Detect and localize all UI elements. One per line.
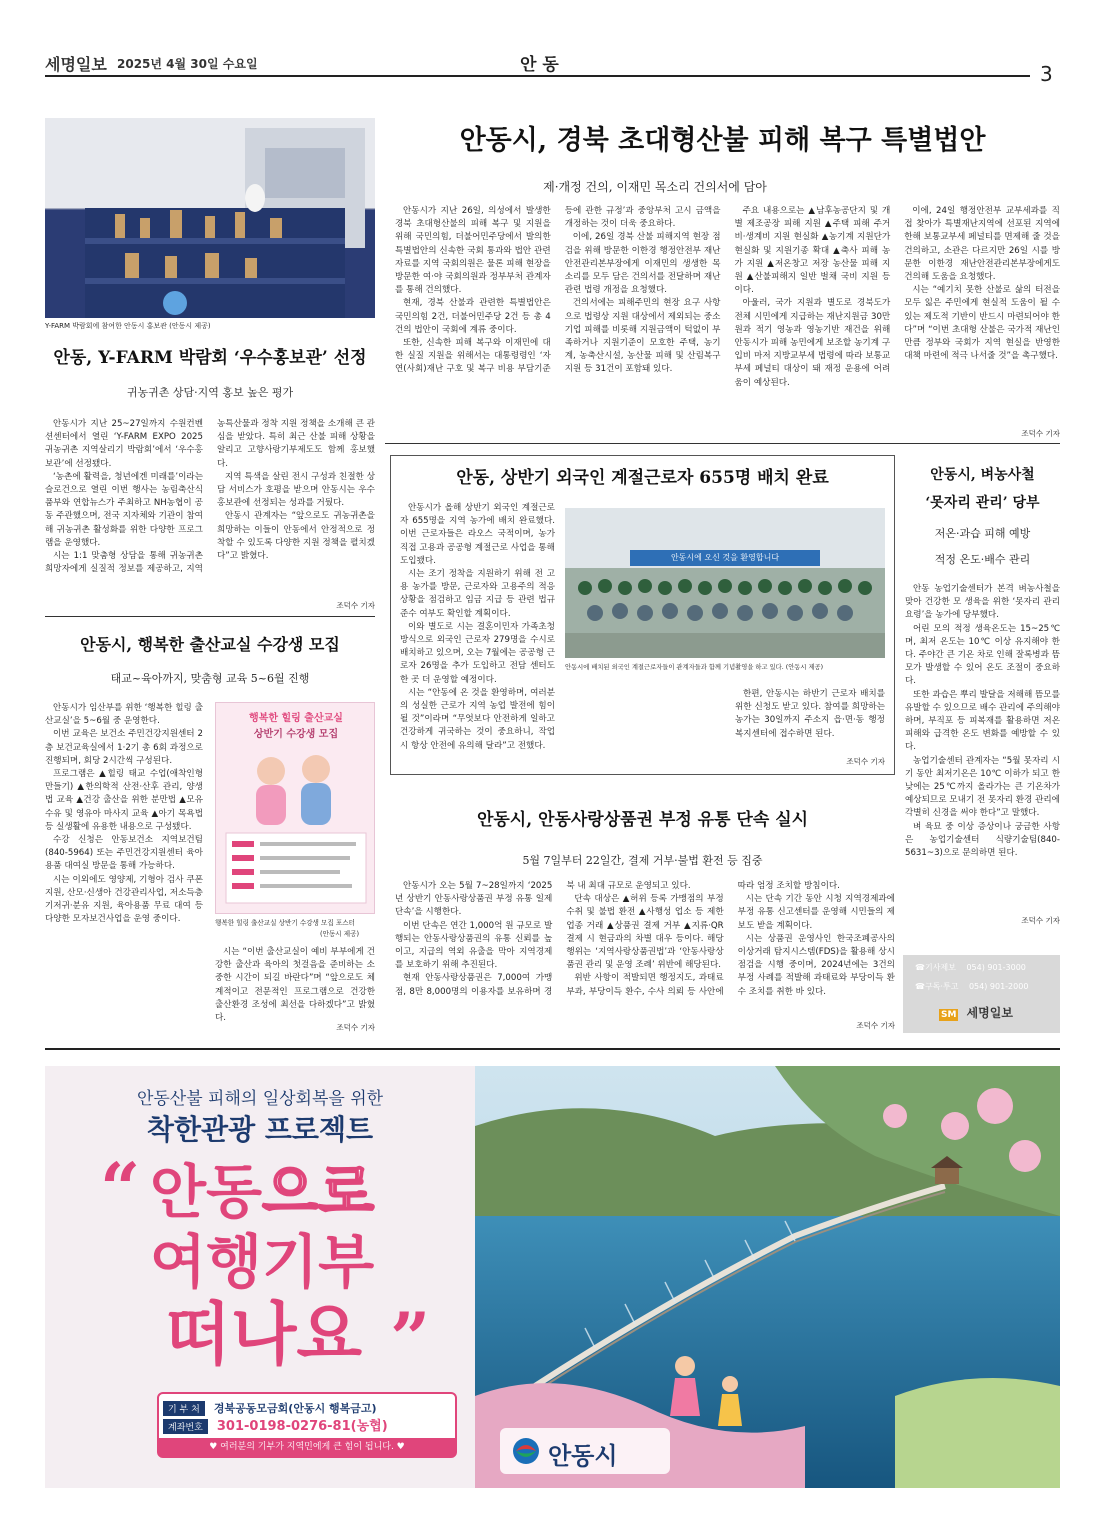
rice-paragraph: 농업기술센터 관계자는 “5월 못자리 시기 동안 최저기온은 10℃ 이하가 되고 한낮에는 25℃까지 올라가는 큰 기온차가 예상되므로 모내기 전 못자리 환경 관리에 각별히 신경을 써야 한다”고 말했다. xyxy=(905,755,1060,819)
rice-byline: 조덕수 기자 xyxy=(1021,916,1060,925)
logo-text: 세명일보 xyxy=(966,1006,1013,1020)
ad-donation-value: 경북공동모금회(안동시 행복금고) xyxy=(213,1402,377,1415)
rice-subhead-1: 저온·과습 피해 예방 xyxy=(934,527,1031,540)
yfarm-byline: 조덕수 기자 xyxy=(336,601,375,610)
andong-city-emblem-icon xyxy=(512,1437,540,1465)
section-name: 안 동 xyxy=(520,55,559,75)
poster-title-2: 상반기 수강생 모집 xyxy=(253,729,339,740)
voucher-paragraph: 시는 단속 기간 동안 시청 지역경제과에 부정 유통 신고센터를 운영해 시민들의 제보도 받을 계획이다. xyxy=(737,894,895,931)
ad-divider xyxy=(45,1048,1060,1050)
maternity-paragraph: 시는 이외에도 영양제, 기형아 검사 쿠폰 지원, 산모·신생아 건강관리사업, 저소득층 기저귀·분유 지원, 육아용품 무료 대여 등 다양한 모자보건사업을 운영 중이다. xyxy=(45,874,203,925)
yfarm-photo xyxy=(45,118,375,318)
rice-body xyxy=(905,583,1060,911)
maternity-paragraph: 시는 “이번 출산교실이 예비 부부에게 건강한 출산과 육아의 첫걸음을 준비하는 소중한 시간이 되길 바란다”며 “앞으로도 체계적이고 전문적인 프로그램으로 건강한 출산환경 조성에 최선을 다하겠다”고 밝혔다. xyxy=(215,947,375,1024)
yfarm-subhead: 귀농귀촌 상담·지역 홍보 높은 평가 xyxy=(126,386,294,399)
ad-city-logo-text: 안동시 xyxy=(548,1442,618,1470)
ad-donation-row xyxy=(163,1397,377,1416)
rice-subhead-2: 적정 온도·배수 관리 xyxy=(934,553,1031,566)
ad-account-value: 301-0198-0276-81(농협) xyxy=(216,1419,388,1434)
rice-paragraph: 벼 육묘 중 이상 증상이나 궁금한 사항은 농업기술센터 식량기술팀(840-5631~3)으로 문의하면 된다. xyxy=(905,821,1060,859)
poster-title-1: 행복한 힐링 출산교실 xyxy=(249,713,343,724)
maternity-subhead: 태교~육아까지, 맞춤형 교육 5~6월 진행 xyxy=(110,672,310,685)
wildfire-paragraph: 이에, 24일 행정안전부 교부세과를 직접 찾아가 특별재난지역에 선포된 지역에 한해 보통교부세 페널티를 면제해 줄 것을 건의하고, 소관은 다르지만 26일 시를 방문한 이한경 재난안전관리본부장에게도 건의해 도움을 요청했다. xyxy=(904,206,1060,283)
wildfire-paragraph: 또한, 신속한 피해 복구와 이재민에 대한 실질 지원을 위해서는 대통령령인 ‘자연(사회)재난 구호 및 복구 비용 부담기준 등에 관한 규정’과 중앙부처 고시 금액을 개정하는 것이 더욱 중요하다. xyxy=(395,206,721,375)
maternity-byline: 조덕수 기자 xyxy=(336,1023,375,1032)
maternity-body-right xyxy=(215,946,375,1030)
ad-project: 착한관광 프로젝트 xyxy=(146,1113,374,1146)
voucher-body xyxy=(395,880,895,1030)
voucher-byline: 조덕수 기자 xyxy=(856,1021,895,1030)
voucher-paragraph: 이번 단속은 연간 1,000억 원 규모로 발행되는 안동사랑상품권의 유통 신뢰를 높이고, 지급의 역외 유출을 막아 지역경제를 보호하기 위해 추진된다. xyxy=(395,920,553,971)
page-number: 3 xyxy=(1040,62,1053,86)
ad-quote-line-1 xyxy=(150,1158,374,1226)
workers-body-right xyxy=(735,688,885,754)
wildfire-divider xyxy=(385,443,1060,444)
issue-date: 2025년 4월 30일 수요일 xyxy=(117,57,258,71)
yfarm-paragraph: ‘농촌에 활력을, 청년에겐 미래를’이라는 슬로건으로 열린 이번 행사는 농림축산식품부와 연합뉴스가 주최하고 NH농협이 공동 주관했으며, 전국 지자체와 기관이 참여해 귀농귀촌 활성화를 위한 다양한 프로그램을 운영했다. xyxy=(45,471,203,548)
workers-group-illustration xyxy=(565,508,885,658)
maternity-paragraph: 이번 교육은 보건소 주민건강지원센터 2층 보건교육실에서 1·2기 총 6회 과정으로 진행되며, 회당 2시간씩 구성된다. xyxy=(45,729,203,766)
ad-quote-line-3: 떠나요 xyxy=(165,1296,363,1375)
yfarm-headline: 안동, Y-FARM 박람회 ‘우수홍보관’ 선정 xyxy=(53,348,367,368)
paper-name: 세명일보 xyxy=(45,55,107,74)
ad-account-label: 계좌번호 xyxy=(163,1419,208,1434)
masthead-rule xyxy=(45,75,1030,77)
ad-tagline: 안동산불 피해의 일상회복을 위한 xyxy=(136,1089,384,1109)
yfarm-paragraph: 안동시 관계자는 “앞으로도 귀농귀촌을 희망하는 이들이 안동에서 안정적으로 정착할 수 있도록 다양한 지원 정책을 펼치겠다”고 밝혔다. xyxy=(217,511,375,562)
ad-open-quote: “ xyxy=(100,1147,141,1230)
ad-quote-euro: 으로 xyxy=(262,1158,375,1226)
rice-headline-1: 안동시, 벼농사철 xyxy=(930,467,1035,483)
rice-paragraph: 어린 모의 적정 생육온도는 15~25℃며, 최저 온도는 10℃ 이상 유지해야 한다. 주야간 큰 기온 차로 인해 잘록병과 뜸모가 발생할 수 있어 온도 조절이 중요하다. xyxy=(905,623,1060,687)
workers-paragraph: 시는 조기 정착을 지원하기 위해 전 고용 농가를 방문, 근로자와 고용주의 적응 상황을 점검하고 임금 지급 등 관련 법규 준수 여부도 확인할 계획이다. xyxy=(400,569,555,619)
yfarm-paragraph: 시는 1:1 맞춤형 상담을 통해 귀농귀촌 희망자에게 실질적 정보를 제공하고, 지역 농특산물과 정착 지원 정책을 소개해 큰 관심을 받았다. 특히 최근 산불 피해 상황을 알리고 고향사랑기부제도도 함께 홍보했다. xyxy=(45,419,375,575)
workers-body-left xyxy=(400,502,555,767)
workers-photo-banner: 안동시에 오신 것을 환영합니다 xyxy=(670,553,780,562)
poster-illustration xyxy=(216,741,375,914)
yfarm-paragraph: 안동시가 지난 25~27일까지 수원컨벤션센터에서 열린 ‘Y-FARM EXPO 2025 귀농귀촌 지역살리기 박람회’에서 ‘우수홍보관’에 선정됐다. xyxy=(45,419,203,469)
voucher-paragraph: 안동시가 오는 5월 7~28일까지 ‘2025년 상반기 안동사랑상품권 부정 유통 일제 단속’을 시행한다. xyxy=(395,881,553,918)
wildfire-paragraph: 주요 내용으로는 ▲남후농공단지 및 개별 제조공장 피해 지원 ▲주택 피해 주거비·생계비 지원 현실화 ▲농기계 지원단가 현실화 및 지원기종 확대 ▲축사 피해 농가 지원 ▲저온창고 저장 농산물 피해 지원 ▲산불피해지 일반 벌채 국비 지원 등이다. xyxy=(734,206,891,296)
contact-label-2: ☎구독·투고 xyxy=(915,982,959,991)
rice-paragraph: 안동 농업기술센터가 본격 벼농사철을 맞아 건강한 모 생육을 위한 ‘못자리 관리 요령’을 농가에 당부했다. xyxy=(905,584,1060,621)
rice-paragraph: 또한 과습은 뿌리 발달을 저해해 뜸모를 유발할 수 있으므로 배수 관리에 주의해야 하며, 부직포 등 피복재를 활용하면 저온 피해와 급격한 온도 변화를 예방할 수 있다. xyxy=(905,689,1060,753)
ad-account-row xyxy=(163,1415,388,1434)
wildfire-paragraph: 아울러, 국가 지원과 별도로 경북도가 전체 시민에게 지급하는 재난지원금 30만 원과 적기 영농과 영농기반 재건을 위해 안동시가 피해 농민에게 보조할 농기계 구입비 마저 지방교부세 법령에 따라 보통교부세 페널티 대상이 돼 재정 운용에 어려움이 예상된다. xyxy=(734,298,891,388)
workers-paragraph: 이와 별도로 시는 결혼이민자 가족초청 방식으로 외국인 근로자 279명을 수시로 배치하고 있으며, 오는 7월에는 공공형 근로자 26명을 추가 도입하고 전담 센터도 한 곳 더 운영할 예정이다. xyxy=(400,621,555,685)
rice-headline-2: ‘못자리 관리’ 당부 xyxy=(925,495,1040,511)
yfarm-body xyxy=(45,418,375,598)
maternity-paragraph: 수강 신청은 안동보건소 지역보건팀(840-5964) 또는 주민건강지원센터 육아용품 대여실 방문을 통해 가능하다. xyxy=(45,835,203,872)
ad-city-logo-box xyxy=(500,1428,670,1474)
maternity-headline: 안동시, 행복한 출산교실 수강생 모집 xyxy=(80,635,340,654)
yfarm-booth-illustration xyxy=(45,118,375,318)
maternity-paragraph: 프로그램은 ▲힐링 태교 수업(애착인형 만들기) ▲한의학적 산전·산후 관리, 양생법 교육 ▲건강 출산을 위한 분만법 ▲모유수유 및 영유아 마사지 교육 ▲아기 목욕법 등 실생활에 유용한 내용으로 구성됐다. xyxy=(45,769,203,832)
workers-photo xyxy=(565,508,885,658)
contact-line-2 xyxy=(915,981,1028,992)
wildfire-byline: 조덕수 기자 xyxy=(1021,429,1060,438)
wildfire-subhead: 제·개정 건의, 이재민 목소리 건의서에 담아 xyxy=(543,180,767,194)
workers-byline: 조덕수 기자 xyxy=(846,757,885,766)
ad-footer-note: ♥ 여러분의 기부가 지역민에게 큰 힘이 됩니다. ♥ xyxy=(159,1438,455,1456)
voucher-subhead: 5월 7일부터 22일간, 결제 거부·불법 환전 등 집중 xyxy=(522,854,763,867)
workers-paragraph: 안동시가 올해 상반기 외국인 계절근로자 655명을 지역 농가에 배치 완료했다. 이번 근로자들은 라오스 국적이며, 농가 직접 고용과 공공형 계절근로 사업을 통해 도입됐다. xyxy=(400,503,555,566)
contact-line-1 xyxy=(915,962,1026,973)
contact-box xyxy=(903,955,1060,1033)
wildfire-paragraph: 이에, 26일 경북 산불 피해지역 현장 점검을 위해 방문한 이한경 행정안전부 재난안전관리본부장에게 이재민의 생생한 목소리를 모두 담은 건의서를 전달하며 재난 관련 법령 개정을 요청했다. xyxy=(564,232,721,296)
wildfire-body xyxy=(395,205,1060,425)
maternity-poster xyxy=(215,702,375,914)
voucher-paragraph: 현재 안동사랑상품권은 7,000여 가맹점, 8만 8,000명의 이용자를 보유하며 경북 내 최대 규모로 운영되고 있다. xyxy=(395,881,691,997)
ad-donation-label: 기 부 처 xyxy=(163,1401,205,1416)
ad-landscape-illustration xyxy=(475,1066,1060,1488)
tourism-ad xyxy=(45,1066,1060,1488)
voucher-paragraph: 시는 상품권 운영사인 한국조폐공사의 이상거래 탐지시스템(FDS)을 활용해 상시 점검을 시행 중이며, 2024년에는 3건의 부정 사례를 적발해 과태료와 부당이득 환수 조치를 취한 바 있다. xyxy=(737,933,895,997)
voucher-paragraph: 위반 사항이 적발되면 행정지도, 과태료 부과, 부당이득 환수, 수사 의뢰 등 사안에 따라 엄정 조치할 방침이다. xyxy=(566,881,840,997)
contact-label-1: ☎기사제보 xyxy=(915,963,956,972)
wildfire-paragraph: 안동시가 지난 26일, 의성에서 발생한 경북 초대형산불의 피해 복구 및 지원을 위해 국민의힘, 더불어민주당에서 발의한 특별법안의 신속한 국회 통과와 법안 관련 자료를 지역 국회의원은 물론 피해 현장을 방문한 여·야 국회의원과 정부부처 관계자를 통해 건의했다. xyxy=(395,206,551,296)
yfarm-divider xyxy=(45,616,375,617)
maternity-body-left xyxy=(45,702,203,1042)
voucher-headline: 안동시, 안동사랑상품권 부정 유통 단속 실시 xyxy=(476,810,809,830)
contact-logo xyxy=(939,1002,1013,1021)
logo-mark: SM xyxy=(941,1010,957,1020)
ad-quote-andong: 안동 xyxy=(150,1158,263,1226)
workers-photo-caption: 안동시에 배치된 외국인 계절근로자들이 관계자들과 함께 기념촬영을 하고 있다. (안동시 제공) xyxy=(565,664,824,671)
ad-close-quote: ” xyxy=(390,1297,431,1380)
workers-paragraph: 시는 “안동에 온 것을 환영하며, 여러분의 성실한 근로가 지역 농업 발전에 힘이 될 것”이라며 “무엇보다 안전하게 일하고 건강하게 귀국하는 것이 중요하니, 작업 시 항상 안전에 유의해 달라”고 전했다. xyxy=(400,687,555,751)
contact-number-1: 054) 901-3000 xyxy=(966,963,1026,972)
yfarm-photo-caption: Y-FARM 박람회에 참여한 안동시 홍보관 (안동시 제공) xyxy=(45,322,211,330)
wildfire-paragraph: 현재, 경북 산불과 관련한 특별법안은 국민의힘 2건, 더불어민주당 2건 등 총 4건의 법안이 국회에 계류 중이다. xyxy=(395,298,551,335)
maternity-poster-credit: (안동시 제공) xyxy=(320,930,360,938)
workers-paragraph: 한편, 안동시는 하반기 근로자 배치를 위한 신청도 받고 있다. 참여를 희망하는 농가는 30일까지 주소지 읍·면·동 행정복지센터에 접수하면 된다. xyxy=(735,689,885,739)
workers-headline: 안동, 상반기 외국인 계절근로자 655명 배치 완료 xyxy=(456,468,829,488)
yfarm-paragraph: 지역 특색을 살린 전시 구성과 친절한 상담 서비스가 호평을 받으며 안동시는 우수홍보관에 선정되는 성과를 거뒀다. xyxy=(217,471,375,509)
maternity-paragraph: 안동시가 임산부를 위한 ‘행복한 힐링 출산교실’을 5~6월 중 운영한다. xyxy=(45,703,203,727)
maternity-poster-caption: 행복한 힐링 출산교실 상반기 수강생 모집 포스터 xyxy=(215,919,355,927)
wildfire-headline: 안동시, 경북 초대형산불 피해 복구 특별법안 xyxy=(459,125,986,156)
contact-number-2: 054) 901-2000 xyxy=(968,982,1029,991)
ad-quote-line-2: 여행기부 xyxy=(150,1228,375,1296)
wildfire-paragraph: 시는 “예기치 못한 산불로 삶의 터전을 모두 잃은 주민에게 현실적 도움이 될 수 있는 제도적 기반이 반드시 마련되어야 한다”며 “이번 초대형 산불은 국가적 재난인 만큼 정부와 국회가 지역 현실을 반영한 대책 마련에 적극 나서줄 것”을 촉구했다. xyxy=(904,285,1060,362)
voucher-paragraph: 단속 대상은 ▲허위 등록 가맹점의 부정 수취 및 불법 환전 ▲사행성 업소 등 제한업종 거래 ▲상품권 결제 거부 ▲지류·QR 결제 시 현금과의 차별 대우 등이다. 해당 행위는 ‘지역사랑상품권법’과 ‘안동사랑상품권 관리 및 운영 조례’ 위반에 해당된다. xyxy=(566,894,724,971)
wildfire-paragraph: 건의서에는 피해주민의 현장 요구 사항으로 법령상 지원 대상에서 제외되는 중소기업 피해를 비롯해 지원금액이 턱없이 부족하거나 지원기준이 모호한 주택, 농기계, 농축산시설, 농산물 피해 및 산림복구 지원 등 31건이 포함돼 있다. xyxy=(564,298,721,375)
